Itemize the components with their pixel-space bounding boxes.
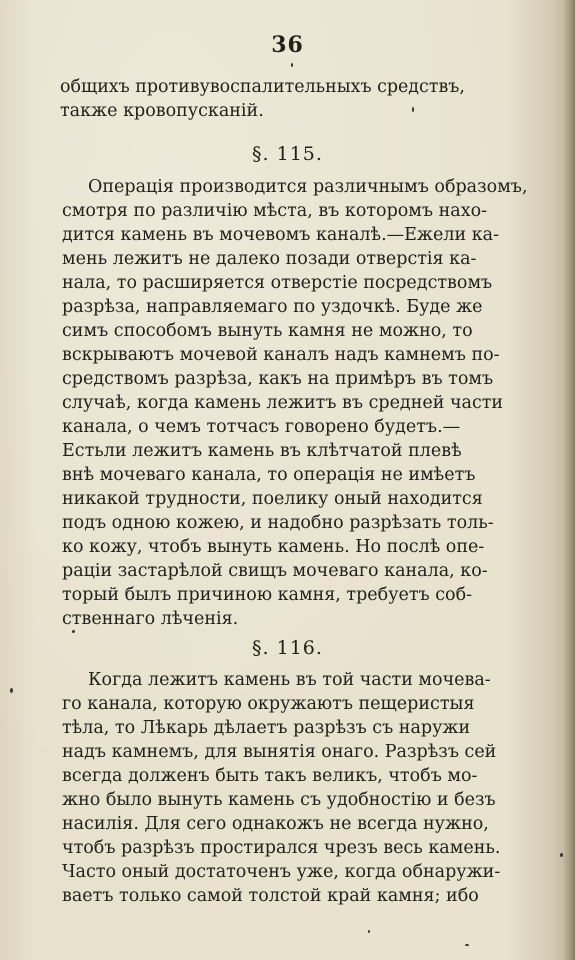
text-line: случаѣ, когда камень лежитъ въ средней части: [62, 393, 504, 413]
ink-speck: [72, 630, 75, 633]
text-line: симъ способомъ вынуть камня не можно, то: [62, 321, 473, 341]
text-line: дится камень въ мочевомъ каналѣ.—Ежели ка-: [62, 225, 499, 245]
text-line: нала, то расширяется отверстіе посредствомъ: [62, 273, 493, 293]
text-line: внѣ мочеваго канала, то операція не имѣетъ: [62, 465, 476, 485]
ink-speck: [412, 107, 414, 112]
text-line: го канала, которую окружаютъ пещеристыя: [62, 694, 475, 714]
ink-speck: [368, 930, 370, 933]
text-line: мень лежитъ не далеко позади отверстія ка-: [62, 249, 477, 269]
text-line: Операція производится различнымъ образомъ,: [88, 177, 528, 197]
text-line: средствомъ разрѣза, какъ на примѣръ въ томъ: [62, 369, 494, 389]
ink-speck: [560, 853, 563, 857]
text-line: вскрываютъ мочевой каналъ надъ камнемъ по-: [62, 345, 500, 365]
text-line: жно было вынуть камень съ удобностію и безъ: [62, 790, 496, 810]
text-line: Когда лежитъ камень въ той части мочева-: [88, 670, 491, 690]
text-line: ваетъ только самой толстой край камня; ибо: [62, 886, 479, 906]
ink-speck: [10, 688, 13, 693]
text-line: подъ одною кожею, и надобно разрѣзать толь-: [62, 513, 494, 533]
text-line: также кровопусканій.: [60, 101, 264, 121]
ink-speck: [291, 63, 293, 67]
text-line: канала, о чемъ тотчасъ говорено будетъ.—: [62, 417, 461, 437]
text-line: разрѣза, направляемаго по уздочкѣ. Буде же: [62, 297, 483, 317]
text-line: общихъ противувоспалительныхъ средствъ,: [60, 77, 465, 97]
text-line: Часто оный достаточенъ уже, когда обнаружи-: [62, 862, 501, 882]
text-line: никакой трудности, поелику оный находится: [62, 489, 483, 509]
text-line: надъ камнемъ, для вынятія онаго. Разрѣзъ сей: [62, 742, 497, 762]
page-number: 36: [271, 32, 304, 58]
text-line: торый былъ причиною камня, требуетъ соб-: [62, 585, 473, 605]
ink-speck: [465, 944, 469, 946]
text-line: раціи застарѣлой свищъ мочеваго канала, ко-: [62, 561, 488, 581]
text-line: насилія. Для сего однакожъ не всегда нужно,: [62, 814, 489, 834]
text-line: всегда долженъ быть такъ великъ, чтобъ мо-: [62, 766, 478, 786]
section-heading-115: §. 115.: [252, 143, 323, 165]
text-line: тѣла, то Лѣкарь дѣлаетъ разрѣзъ съ наружи: [62, 718, 471, 738]
text-line: чтобъ разрѣзъ простирался чрезъ весь камень.: [62, 838, 501, 858]
text-line: ко кожу, чтобъ вынуть камень. Но послѣ опе-: [62, 537, 485, 557]
text-line: Естьли лежитъ камень въ клѣтчатой плевѣ: [62, 441, 462, 461]
section-heading-116: §. 116.: [252, 637, 323, 659]
text-line: смотря по различію мѣста, въ которомъ нахо-: [62, 201, 488, 221]
text-line: ственнаго лѣченія.: [62, 609, 239, 629]
